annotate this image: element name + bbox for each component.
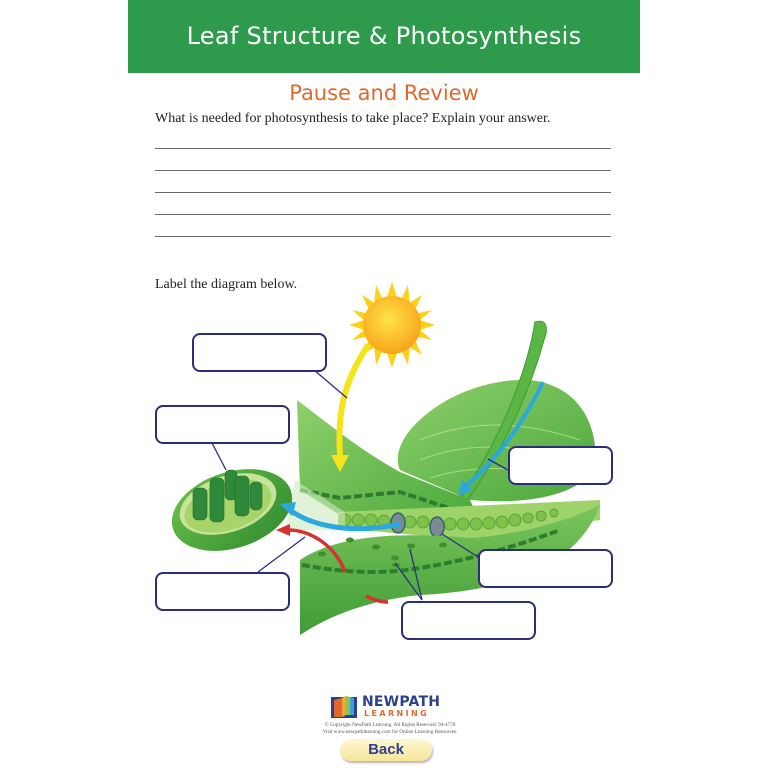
copyright-text xyxy=(280,722,500,736)
back-button[interactable]: Back xyxy=(340,739,432,761)
diagram-instruction: Label the diagram below. xyxy=(155,277,298,292)
label-box-stomata[interactable] xyxy=(401,601,536,640)
website-line: Visit www.newpathlearning.com for Online Learning Resources. xyxy=(322,729,458,735)
review-question: What is needed for photosynthesis to take place? Explain your answer. xyxy=(155,111,551,126)
label-box-carbon-dioxide[interactable] xyxy=(155,572,290,611)
newpath-logo-icon xyxy=(331,693,359,719)
section-title: Pause and Review xyxy=(289,81,479,105)
label-box-water[interactable] xyxy=(508,446,613,485)
label-box-chloroplast[interactable] xyxy=(155,405,290,444)
logo-subtitle: LEARNING xyxy=(364,709,430,718)
label-box-guard-cell[interactable] xyxy=(478,549,613,588)
logo-wordmark: NEWPATH xyxy=(362,694,441,710)
copyright-line: © Copyright NewPath Learning. All Rights Reserved. 94-4778 xyxy=(324,722,456,728)
label-box-sunlight[interactable] xyxy=(192,333,327,372)
page-title: Leaf Structure & Photosynthesis xyxy=(186,22,582,50)
